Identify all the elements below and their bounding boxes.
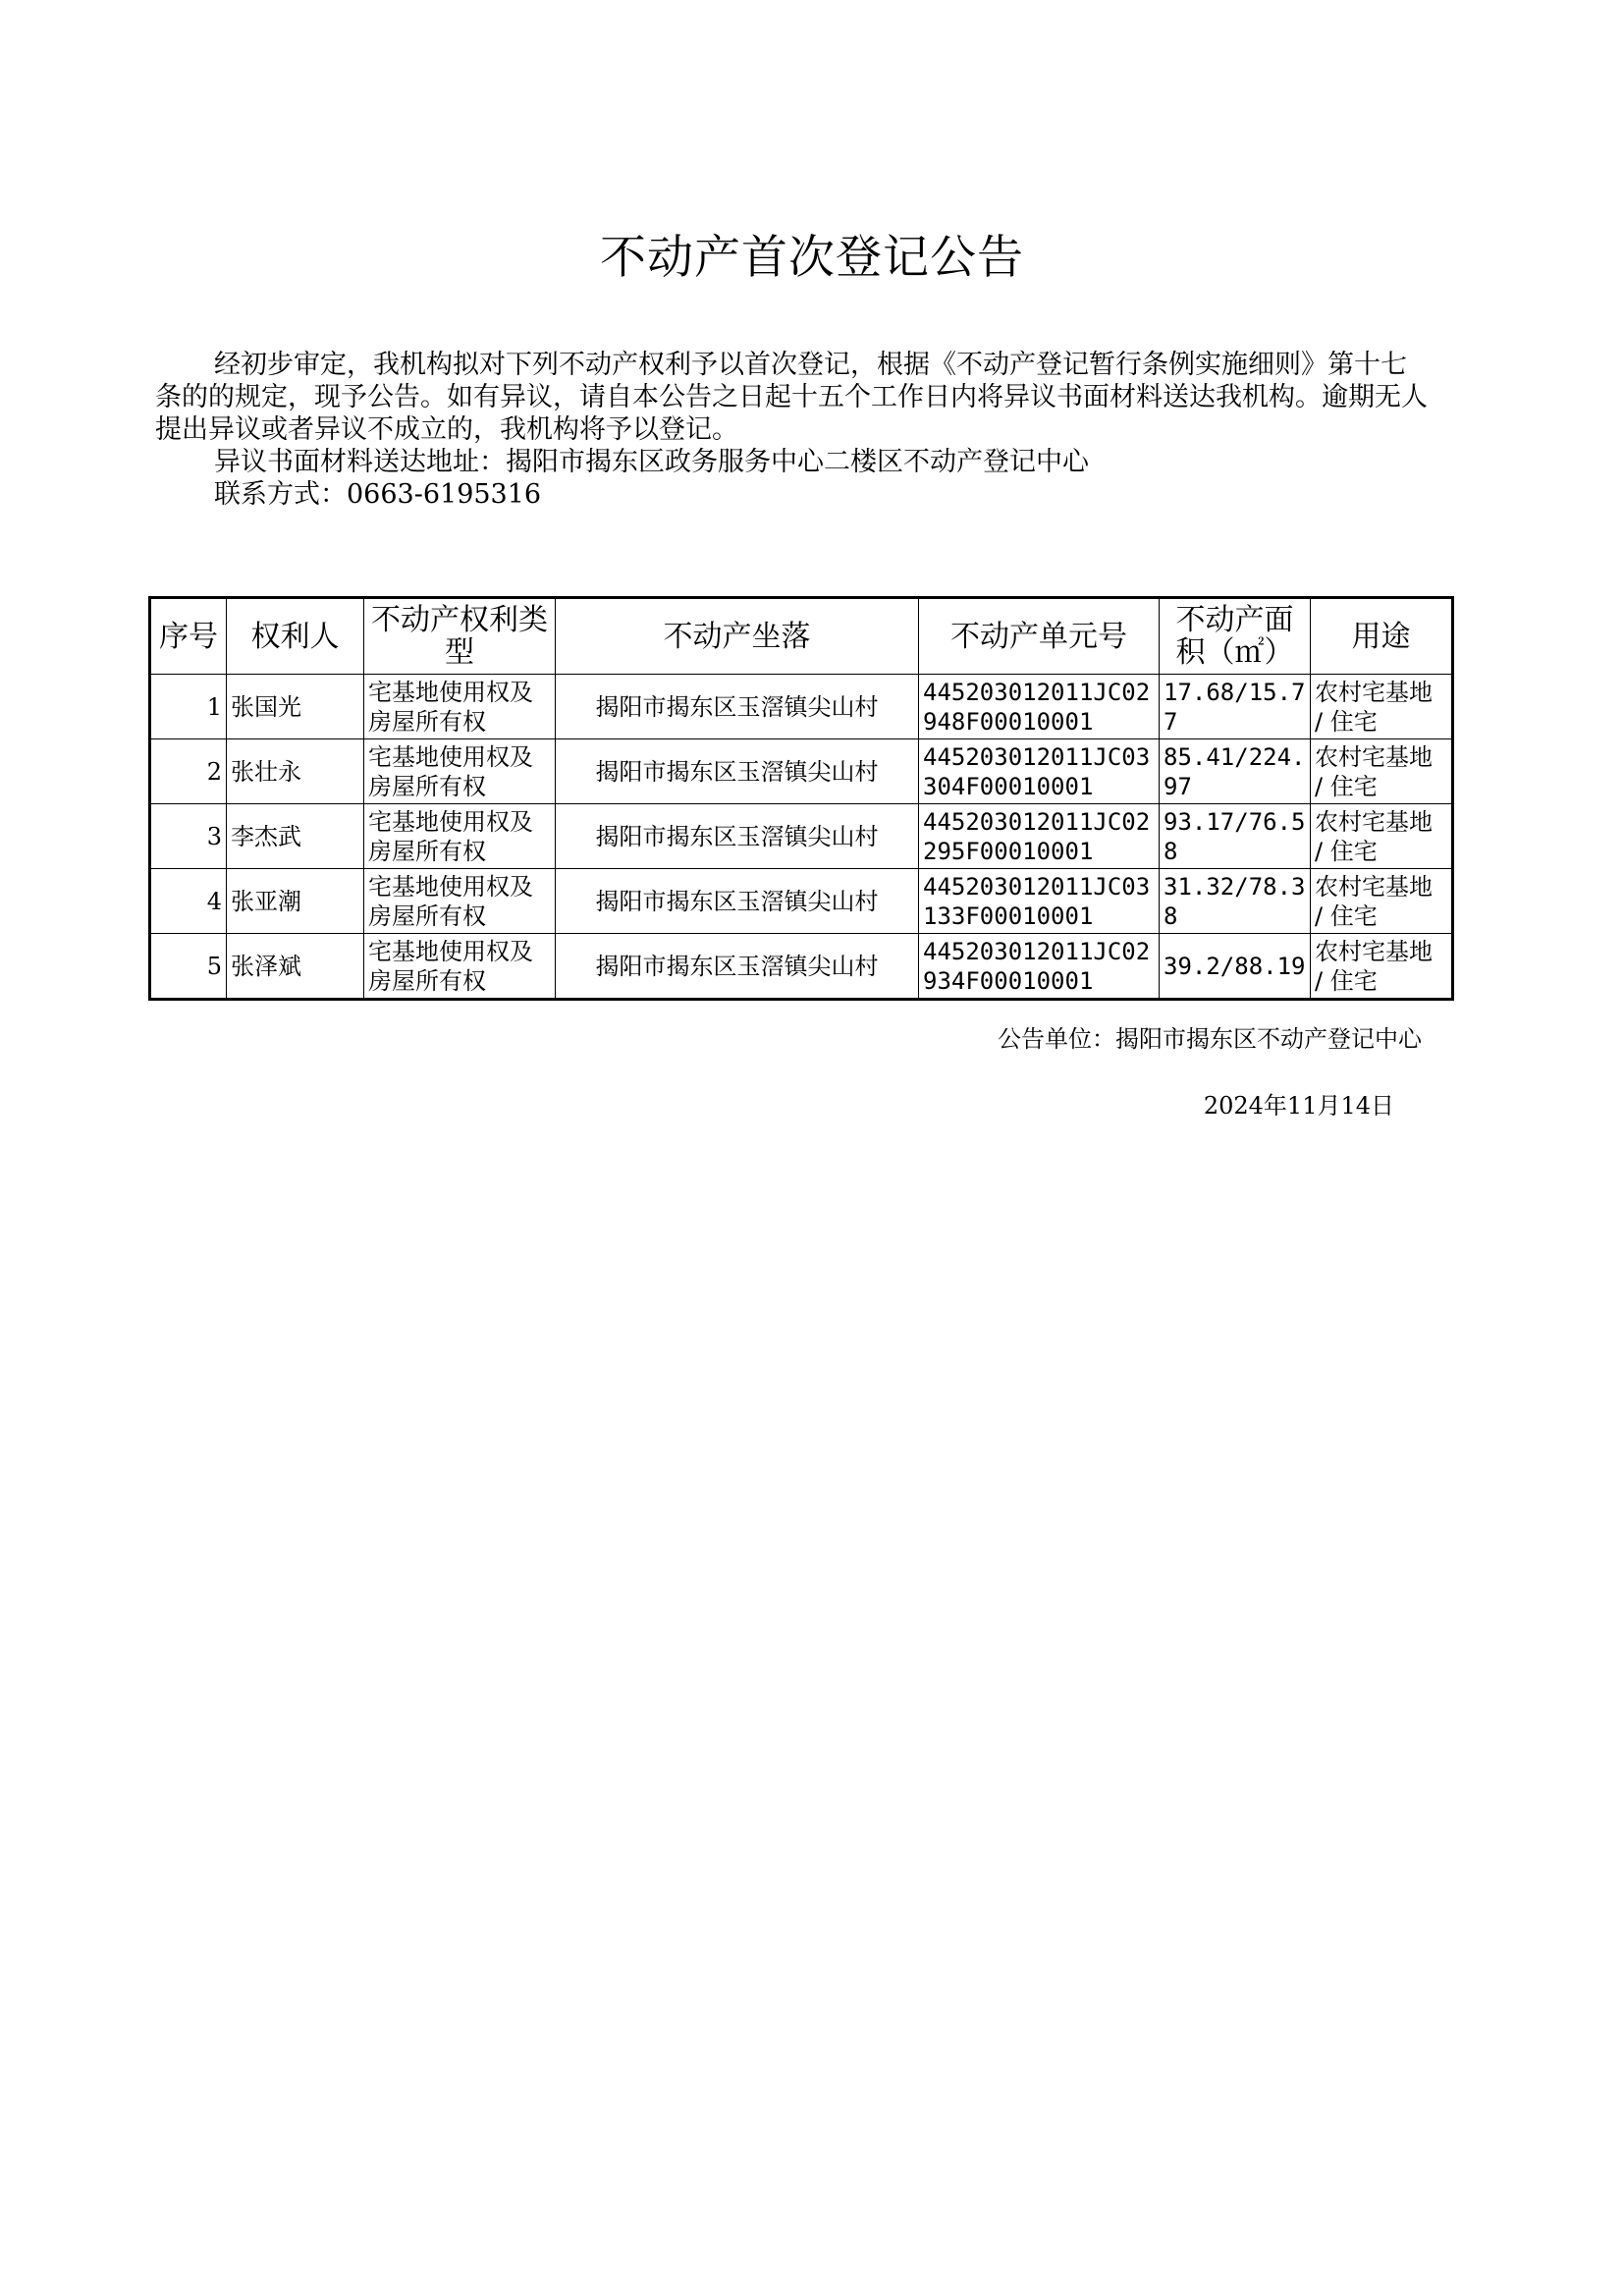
table-row: [150, 804, 1453, 869]
intro-paragraph: 经初步审定，我机构拟对下列不动产权利予以首次登记，根据《不动产登记暂行条例实施细则》第十七条的的规定，现予公告。如有异议，请自本公告之日起十五个工作日内将异议书面材料送达我机构。逾期无人提出异议或者异议不成立的，我机构将予以登记。: [155, 350, 1428, 445]
cell-right-type: 宅基地使用权及房屋所有权: [364, 675, 556, 739]
cell-right-type: 宅基地使用权及房屋所有权: [364, 934, 556, 1000]
cell-location: 揭阳市揭东区玉滘镇尖山村: [556, 675, 919, 739]
cell-use: 农村宅基地 / 住宅: [1311, 804, 1453, 869]
cell-no: 3: [150, 804, 227, 869]
cell-right-type: 宅基地使用权及房屋所有权: [364, 739, 556, 804]
cell-unit-no: 445203012011JC03304F00010001: [919, 739, 1160, 804]
issue-date: 2024年11月14日: [1203, 1092, 1394, 1120]
cell-location: 揭阳市揭东区玉滘镇尖山村: [556, 739, 919, 804]
cell-use: 农村宅基地 / 住宅: [1311, 934, 1453, 1000]
cell-no: 4: [150, 869, 227, 934]
registration-table: [148, 596, 1454, 1001]
cell-location: 揭阳市揭东区玉滘镇尖山村: [556, 869, 919, 934]
cell-area: 93.17/76.58: [1160, 804, 1311, 869]
cell-unit-no: 445203012011JC02295F00010001: [919, 804, 1160, 869]
cell-no: 1: [150, 675, 227, 739]
cell-unit-no: 445203012011JC02948F00010001: [919, 675, 1160, 739]
cell-use: 农村宅基地 / 住宅: [1311, 869, 1453, 934]
issuing-unit: 公告单位：揭阳市揭东区不动产登记中心: [998, 1025, 1422, 1053]
header-area: 不动产面积（㎡）: [1160, 598, 1311, 675]
objection-address: 异议书面材料送达地址：揭阳市揭东区政务服务中心二楼区不动产登记中心: [214, 447, 1089, 477]
header-holder: 权利人: [227, 598, 364, 675]
cell-unit-no: 445203012011JC02934F00010001: [919, 934, 1160, 1000]
header-no: 序号: [150, 598, 227, 675]
cell-use: 农村宅基地 / 住宅: [1311, 675, 1453, 739]
cell-use: 农村宅基地 / 住宅: [1311, 739, 1453, 804]
cell-holder: 张国光: [227, 675, 364, 739]
cell-area: 31.32/78.38: [1160, 869, 1311, 934]
cell-no: 5: [150, 934, 227, 1000]
cell-location: 揭阳市揭东区玉滘镇尖山村: [556, 934, 919, 1000]
table-row: [150, 934, 1453, 1000]
cell-no: 2: [150, 739, 227, 804]
cell-area: 39.2/88.19: [1160, 934, 1311, 1000]
cell-area: 17.68/15.77: [1160, 675, 1311, 739]
cell-holder: 李杰武: [227, 804, 364, 869]
table-row: [150, 739, 1453, 804]
cell-holder: 张亚潮: [227, 869, 364, 934]
table-row: [150, 675, 1453, 739]
cell-unit-no: 445203012011JC03133F00010001: [919, 869, 1160, 934]
cell-area: 85.41/224.97: [1160, 739, 1311, 804]
page-title: 不动产首次登记公告: [600, 231, 1024, 285]
intro-text: [155, 349, 1432, 511]
header-unit-no: 不动产单元号: [919, 598, 1160, 675]
cell-location: 揭阳市揭东区玉滘镇尖山村: [556, 804, 919, 869]
table-header-row: [150, 598, 1453, 675]
header-right-type: 不动产权利类型: [364, 598, 556, 675]
header-use: 用途: [1311, 598, 1453, 675]
contact-info: 联系方式：0663-6195316: [214, 479, 542, 510]
header-location: 不动产坐落: [556, 598, 919, 675]
cell-holder: 张泽斌: [227, 934, 364, 1000]
table-row: [150, 869, 1453, 934]
cell-right-type: 宅基地使用权及房屋所有权: [364, 869, 556, 934]
cell-holder: 张壮永: [227, 739, 364, 804]
cell-right-type: 宅基地使用权及房屋所有权: [364, 804, 556, 869]
